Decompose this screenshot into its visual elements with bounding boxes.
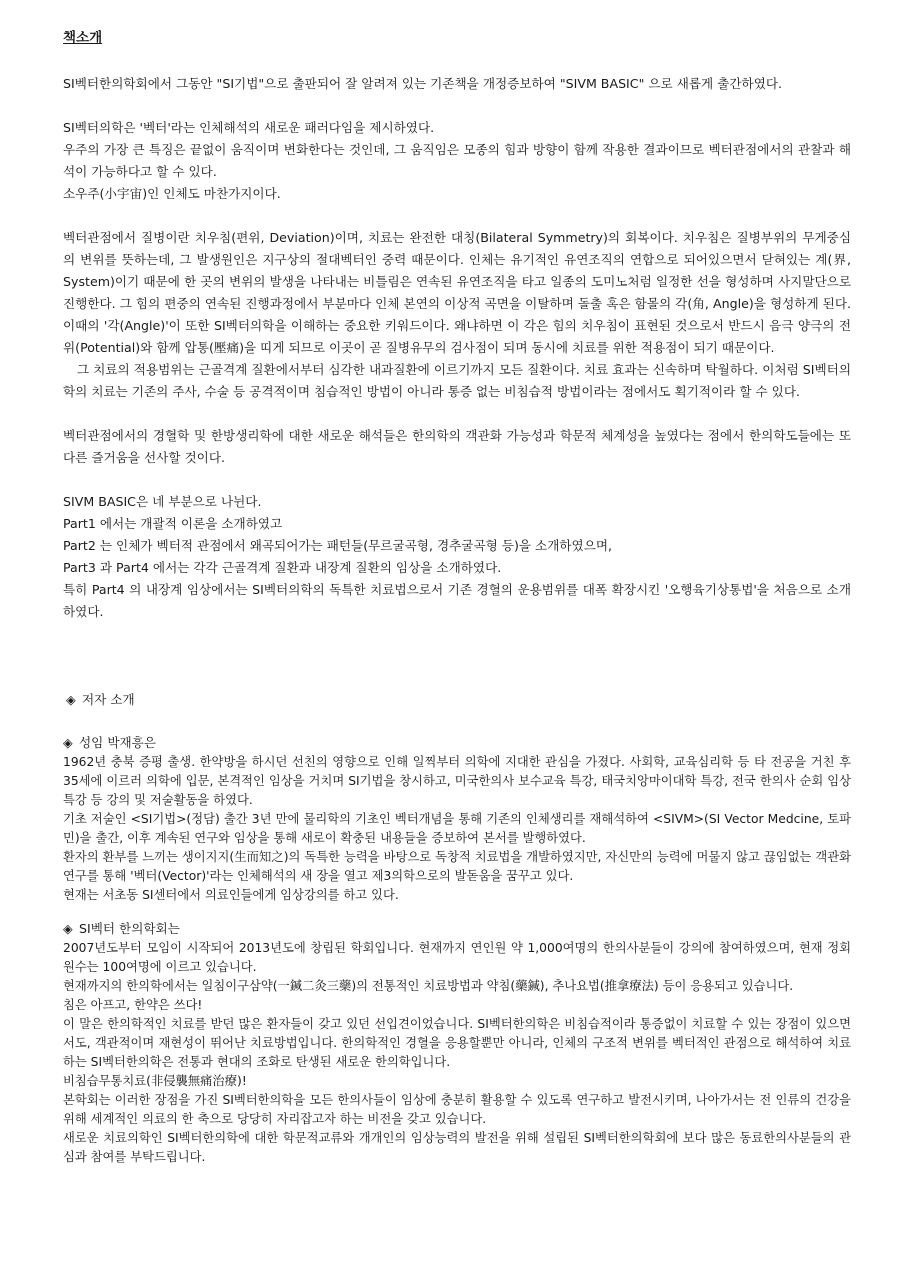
society-line: 2007년도부터 모임이 시작되어 2013년도에 창립된 학회입니다. 현재까지 연인원 약 1,000여명의 한의사분들이 강의에 참여하였으며, 현재 정회원수는 100여명에 이르고 있습니다. <box>63 941 851 974</box>
author-name: 성임 박재흥은 <box>79 735 156 750</box>
book-intro-paragraph: Part2 는 인체가 벡터적 관점에서 왜곡되어가는 패턴들(무르굴곡형, 경추굴곡형 등)을 소개하였으며, <box>63 538 613 553</box>
book-intro-paragraph: 그 치료의 적용범위는 근골격계 질환에서부터 심각한 내과질환에 이르기까지 모든 질환이다. 치료 효과는 신속하며 탁월하다. 이처럼 SI벡터의학의 치료는 기존의 주사, 수술 등 공격적이며 침습적인 방법이 아니라 통증 없는 비침습적 방법이라는 점에서도 획기적이라 할 수 있다. <box>63 362 851 399</box>
book-intro-paragraph: SIVM BASIC은 네 부분으로 나뉜다. <box>63 494 262 509</box>
book-intro-paragraph: Part1 에서는 개괄적 이론을 소개하였고 <box>63 516 283 531</box>
author-bio-line: 1962년 충북 증평 출생. 한약방을 하시던 선친의 영향으로 인해 일찍부터 의학에 지대한 관심을 가졌다. 사회학, 교육심리학 등 타 전공을 거친 후 35세에 이르러 의학에 입문, 본격적인 임상을 거치며 SI기법을 창시하고, 미국한의사 보수교육 특강, 태국치앙마이대학 특강, 전국 한의사 순회 임상특강 등 강의 및 저술활동을 하였다. <box>63 755 851 807</box>
book-intro-paragraph: 특히 Part4 의 내장계 임상에서는 SI벡터의학의 독특한 치료법으로서 기존 경혈의 운용범위를 대폭 확장시킨 '오행육기상통법'을 처음으로 소개하였다. <box>63 582 851 619</box>
diamond-bullet-icon: ◈ <box>63 921 73 936</box>
society-line: 현재까지의 한의학에서는 일침이구삼약(一鍼二灸三藥)의 전통적인 치료방법과 약침(藥鍼), 추나요법(推拿療法) 등이 응용되고 있습니다. <box>63 979 794 993</box>
document-page <box>63 28 851 1167</box>
society-name: SI벡터 한의학회는 <box>79 921 180 936</box>
society-line: 비침습무통치료(非侵襲無痛治療)! <box>63 1074 247 1088</box>
author-name-title <box>63 733 851 753</box>
author-bio-line: 현재는 서초동 SI센터에서 의료인들에게 임상강의를 하고 있다. <box>63 888 399 902</box>
society-line: 본학회는 이러한 장점을 가진 SI벡터한의학을 모든 한의사들이 임상에 충분히 활용할 수 있도록 연구하고 발전시키며, 나아가서는 전 인류의 건강을 위해 세계적인 의료의 한 축으로 당당히 자리잡고자 하는 비전을 갖고 있습니다. <box>63 1093 851 1126</box>
diamond-bullet-icon: ◈ <box>63 735 73 750</box>
book-intro-paragraph: 벡터관점에서 질병이란 치우침(편위, Deviation)이며, 치료는 완전한 대칭(Bilateral Symmetry)의 회복이다. 치우침은 질병부위의 무게중심의 변위를 뜻하는데, 그 발생원인은 지구상의 절대벡터인 중력 때문이다. 인체는 유기적인 유연조직의 연합으로 되어있으면서 닫혀있는 계(界, System)이기 때문에 한 곳의 변위의 발생을 나타내는 비틀림은 연속된 유연조직을 타고 일종의 도미노처럼 일정한 선을 형성하며 사지말단으로 진행한다. 그 힘의 편중의 연속된 진행과정에서 부분마다 인체 본연의 이상적 곡면을 이탈하며 돌출 혹은 함몰의 각(角, Angle)을 형성하게 된다. 이때의 '각(Angle)'이 또한 SI벡터의학을 이해하는 중요한 키워드이다. 왜냐하면 이 각은 힘의 치우침이 표현된 것으로서 반드시 음극 양극의 전위(Potential)와 함께 압통(壓痛)을 띠게 되므로 이곳이 곧 질병유무의 검사점이 되며 동시에 치료를 위한 적용점이 되기 때문이다. <box>63 230 851 355</box>
society-line: 이 말은 한의학적인 치료를 받던 많은 환자들이 갖고 있던 선입견이었습니다. SI벡터한의학은 비침습적이라 통증없이 치료할 수 있는 장점이 있으면서도, 객관적이며 재현성이 뛰어난 치료방법입니다. 한의학적인 경혈을 응용할뿐만 아니라, 인체의 구조적 변위를 벡터적인 관점으로 해석하여 치료하는 SI벡터한의학은 전통과 현대의 조화로 탄생된 새로운 한의학입니다. <box>63 1017 851 1069</box>
book-intro-paragraph: 소우주(小宇宙)인 인체도 마찬가지이다. <box>63 186 281 201</box>
book-intro-paragraph: 우주의 가장 큰 특징은 끝없이 움직이며 변화한다는 것인데, 그 움직임은 모종의 힘과 방향이 함께 작용한 결과이므로 벡터관점에서의 관찰과 해석이 가능하다고 할 수 있다. <box>63 142 851 179</box>
author-bio-line: 환자의 환부를 느끼는 생이지지(生而知之)의 독특한 능력을 바탕으로 독창적 치료법을 개발하였지만, 자신만의 능력에 머물지 않고 끊임없는 객관화연구를 통해 '벡터(Vector)'라는 인체해석의 새 장을 열고 제3의학으로의 발돋움을 꿈꾸고 있다. <box>63 850 851 883</box>
book-intro-paragraph: 벡터관점에서의 경혈학 및 한방생리학에 대한 새로운 해석들은 한의학의 객관화 가능성과 학문적 체계성을 높였다는 점에서 한의학도들에는 또 다른 즐거움을 선사할 것이다. <box>63 428 851 465</box>
book-intro-paragraph: Part3 과 Part4 에서는 각각 근골격계 질환과 내장계 질환의 임상을 소개하였다. <box>63 560 502 575</box>
diamond-bullet-icon: ◈ <box>66 692 76 707</box>
society-title <box>63 919 851 939</box>
author-section-title <box>66 689 851 711</box>
author-section-label: 저자 소개 <box>82 692 135 707</box>
society-line: 새로운 치료의학인 SI벡터한의학에 대한 학문적교류와 개개인의 임상능력의 발전을 위해 설립된 SI벡터한의학회에 보다 많은 동료한의사분들의 관심과 참여를 부탁드립니다. <box>63 1131 851 1164</box>
book-intro-paragraph: SI벡터한의학회에서 그동안 "SI기법"으로 출판되어 잘 알려져 있는 기존책을 개정증보하여 "SIVM BASIC" 으로 새롭게 출간하였다. <box>63 76 783 91</box>
author-bio-line: 기초 저술인 <SI기법>(정담) 출간 3년 만에 물리학의 기초인 벡터개념을 통해 기존의 인체생리를 재해석하여 <SIVM>(SI Vector Medcine, 토파민)을 출간, 이후 계속된 연구와 임상을 통해 새로이 확충된 내용들을 증보하여 본서를 발행하였다. <box>63 812 851 845</box>
book-intro-paragraph: SI벡터의학은 '벡터'라는 인체해석의 새로운 패러다임을 제시하였다. <box>63 120 435 135</box>
society-line: 침은 아프고, 한약은 쓰다! <box>63 998 203 1012</box>
book-intro-heading: 책소개 <box>63 30 103 46</box>
